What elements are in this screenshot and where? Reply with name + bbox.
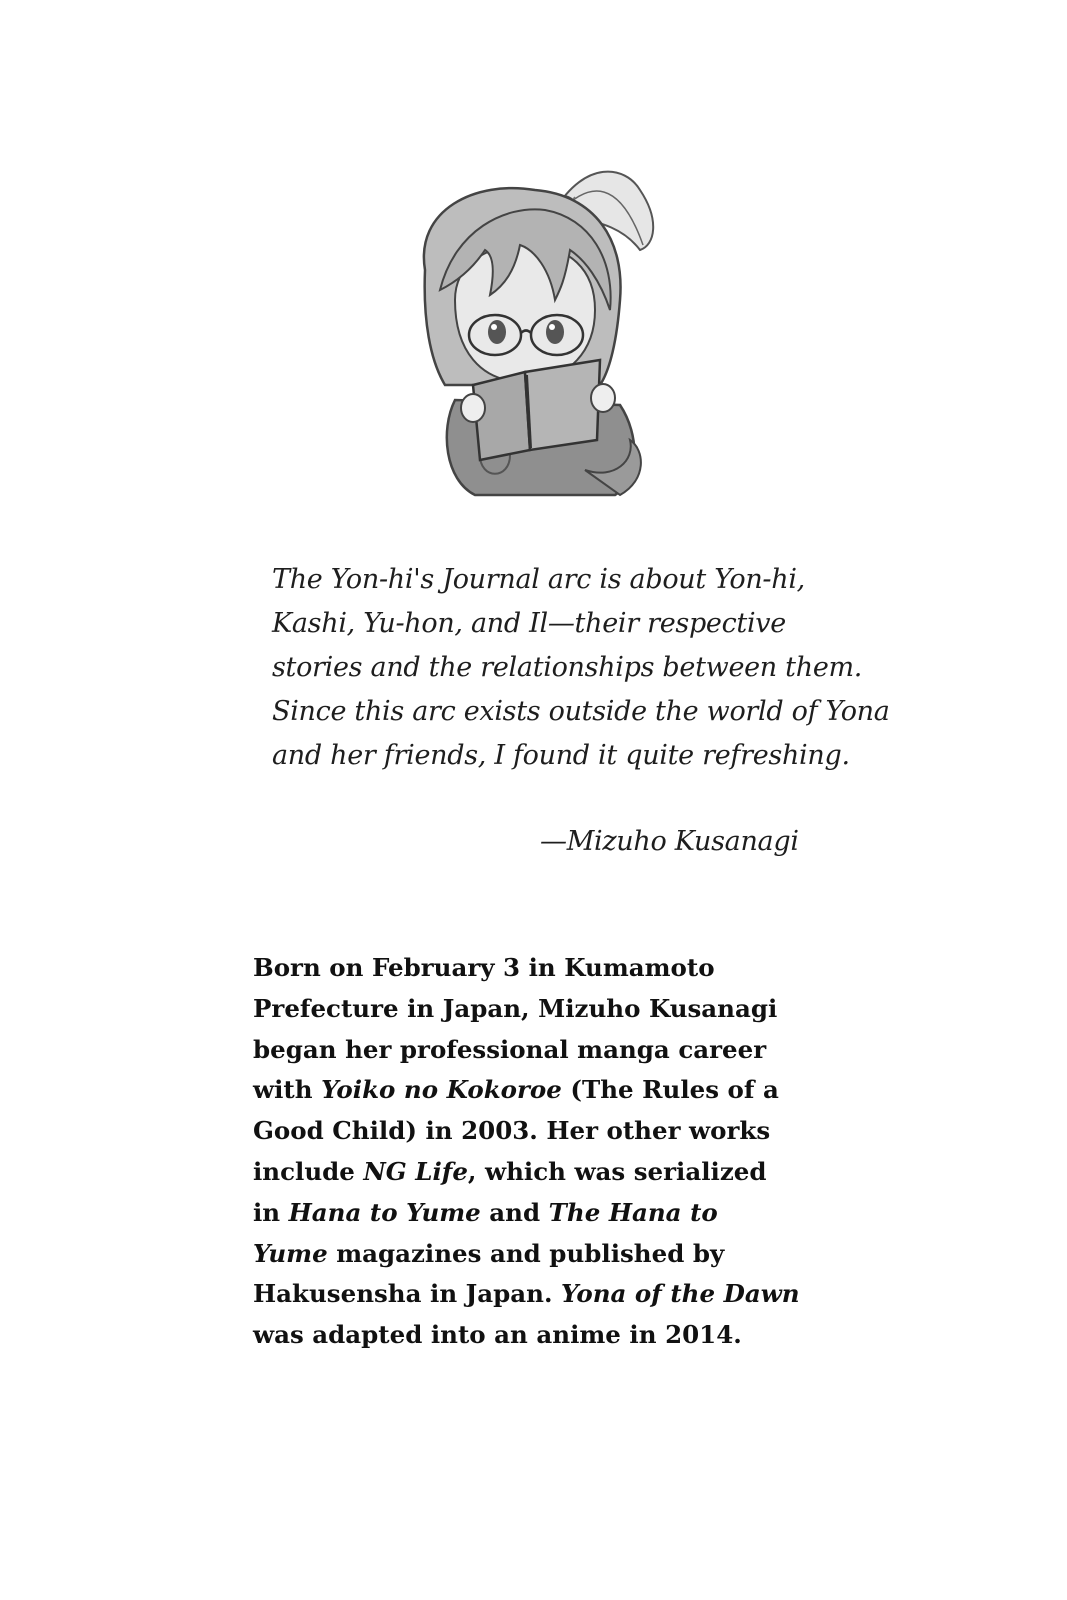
quote-line: The Yon-hi's Journal arc is about Yon-hi, bbox=[272, 564, 805, 595]
bio-text: Prefecture in Japan, Mizuho Kusanagi bbox=[253, 993, 778, 1023]
bio-text: and bbox=[480, 1197, 549, 1227]
bio-line bbox=[253, 1193, 833, 1234]
bio-line bbox=[253, 1234, 833, 1275]
bio-line bbox=[253, 948, 833, 989]
quote-line: stories and the relationships between them. bbox=[272, 652, 863, 683]
bio-title-italic: The Hana to bbox=[548, 1197, 718, 1227]
bio-text: with bbox=[253, 1075, 322, 1105]
bio-text: , which was serialized bbox=[467, 1156, 767, 1186]
bio-line bbox=[253, 1274, 833, 1315]
quote-line: Kashi, Yu-hon, and Il—their respective bbox=[272, 608, 786, 639]
bio-text: include bbox=[253, 1156, 364, 1186]
bio-text: Born on February 3 in Kumamoto bbox=[253, 953, 715, 982]
bio-text: (The Rules of a bbox=[561, 1075, 779, 1105]
bio-line bbox=[253, 989, 833, 1030]
bio-text: Hakusensha in Japan. bbox=[253, 1279, 562, 1309]
quote-line: and her friends, I found it quite refreshing. bbox=[272, 740, 850, 771]
author-chibi-illustration bbox=[385, 150, 685, 520]
bio-line bbox=[253, 1111, 833, 1152]
bio-text: magazines and published by bbox=[327, 1238, 725, 1268]
author-biography bbox=[253, 948, 833, 1356]
bio-line bbox=[253, 1070, 833, 1111]
bio-text: Good Child) in 2003. Her other works bbox=[253, 1116, 771, 1146]
bio-text: in bbox=[253, 1197, 289, 1227]
bio-title-italic: Yume bbox=[253, 1238, 328, 1268]
quote-signature: —Mizuho Kusanagi bbox=[540, 826, 799, 857]
bio-line bbox=[253, 1315, 833, 1356]
bio-title-italic: NG Life bbox=[363, 1156, 468, 1186]
quote-line: Since this arc exists outside the world of Yona bbox=[272, 696, 890, 727]
bio-title-italic: Yona of the Dawn bbox=[561, 1279, 800, 1309]
bio-line bbox=[253, 1030, 833, 1071]
bio-text: was adapted into an anime in 2014. bbox=[253, 1320, 742, 1350]
bio-title-italic: Yoiko no Kokoroe bbox=[321, 1075, 562, 1105]
bio-title-italic: Hana to Yume bbox=[288, 1197, 481, 1227]
bio-line bbox=[253, 1152, 833, 1193]
bio-text: began her professional manga career bbox=[253, 1034, 767, 1064]
author-quote bbox=[272, 558, 890, 778]
